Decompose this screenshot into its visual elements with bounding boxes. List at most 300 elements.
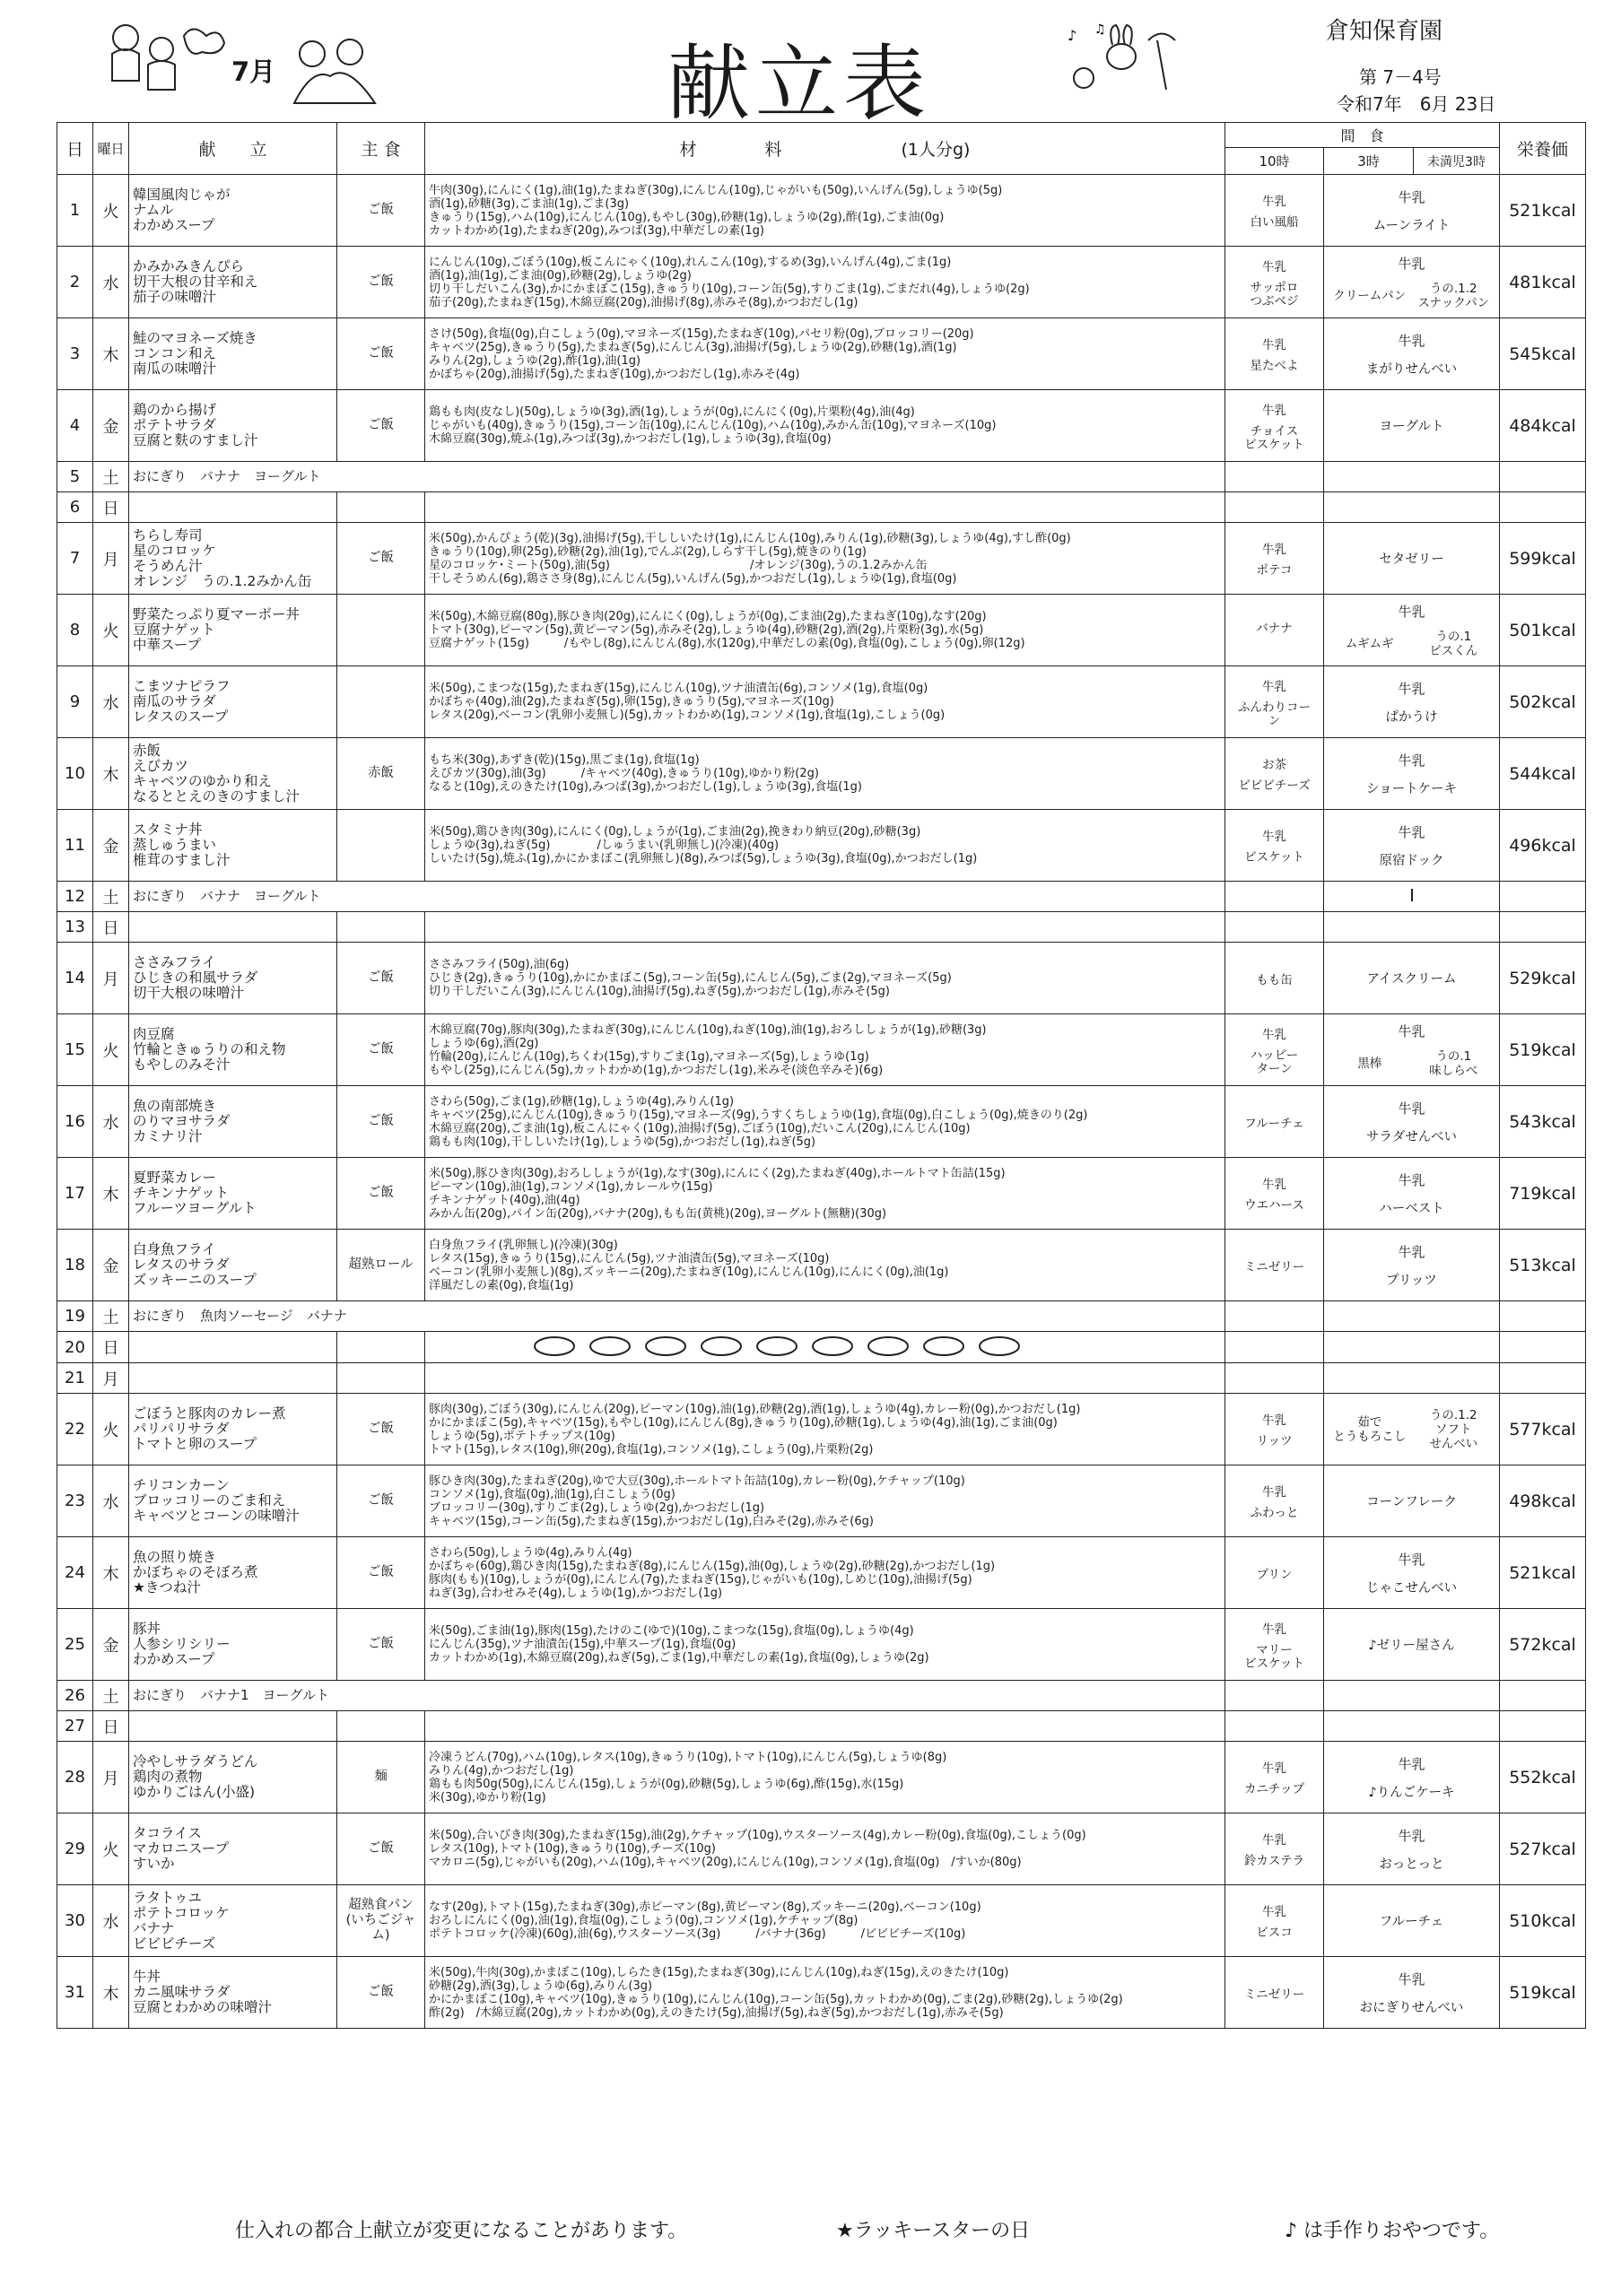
- menu-row: [57, 390, 1586, 462]
- staple-cell: ご飯: [337, 175, 425, 247]
- snack-3-drink: 牛乳: [1398, 752, 1425, 769]
- menu-row: [57, 318, 1586, 390]
- snack-3-cell: [1324, 1681, 1500, 1711]
- snack-10-drink: 牛乳: [1262, 195, 1286, 209]
- day-cell: 7: [57, 523, 93, 595]
- dish-cell: ちらし寿司 星のコロッケ そうめん汁 オレンジ うの.1.2みかん缶: [129, 523, 337, 595]
- snack-3-cell: [1324, 1086, 1500, 1158]
- menu-row: [57, 175, 1586, 247]
- weekday-cell: 木: [93, 1158, 129, 1230]
- dish-cell: 豚丼 人参シリシリー わかめスープ: [129, 1609, 337, 1681]
- snack-3-cell: [1324, 595, 1500, 666]
- staple-cell: ご飯: [337, 1465, 425, 1537]
- dish-cell: こまツナピラフ 南瓜のサラダ レタスのスープ: [129, 666, 337, 738]
- snack-3-cell: [1324, 1711, 1500, 1742]
- kcal-cell: 543kcal: [1500, 1086, 1586, 1158]
- kcal-cell: 552kcal: [1500, 1742, 1586, 1813]
- weekday-cell: 金: [93, 810, 129, 882]
- snack-10-drink: 牛乳: [1262, 1622, 1286, 1637]
- ingredients-cell: もち米(30g),あずき(乾)(15g),黒ごま(1g),食塩(1g) えびカツ(30g),油(3g) /キャベツ(40g),きゅうり(10g),ゆかり粉(2g) なると(10g),えのきたけ(10g),みつば(3g),かつおだし(1g),しょうゆ(3g),食塩(1g): [425, 738, 1225, 810]
- dish-cell: 魚の南部焼き のりマヨサラダ カミナリ汁: [129, 1086, 337, 1158]
- snack-10-drink: 牛乳: [1262, 679, 1286, 694]
- kcal-cell: [1500, 492, 1586, 523]
- snack-3-cell: [1324, 175, 1500, 247]
- snack-10-food: ウエハース: [1244, 1198, 1304, 1213]
- weekday-cell: 水: [93, 1465, 129, 1537]
- day-cell: 5: [57, 462, 93, 492]
- menu-row: [57, 1332, 1586, 1363]
- snack-3-cell: [1324, 1363, 1500, 1394]
- snack-10-cell: [1225, 1086, 1324, 1158]
- col-staple: 主 食: [337, 123, 425, 175]
- snack-3-main: 茹で とうもろこし: [1333, 1414, 1407, 1444]
- staple-cell: ご飯: [337, 1537, 425, 1609]
- special-menu-cell: おにぎり バナナ ヨーグルト: [129, 882, 1225, 912]
- weekday-cell: 日: [93, 1711, 129, 1742]
- day-cell: 17: [57, 1158, 93, 1230]
- ingredients-cell: にんじん(10g),ごぼう(10g),板こんにゃく(10g),れんこん(10g),するめ(3g),いんげん(4g),ごま(1g) 酒(1g),油(1g),ごま油(0g),砂糖(2g),しょうゆ(2g) 切り干しだいこん(3g),かにかまぼこ(15g),きゅうり(10g),コーン缶(5g),すりごま(1g),ごまだれ(4g),しょうゆ(2g) 茄子(20g),たまねぎ(15g),木綿豆腐(20g),油揚げ(8g),赤みそ(8g),かつおだし(1g): [425, 247, 1225, 318]
- footer-note-lucky: ★ラッキースターの日: [836, 2220, 1031, 2242]
- kcal-cell: 481kcal: [1500, 247, 1586, 318]
- menu-row: [57, 1230, 1586, 1301]
- staple-cell: ご飯: [337, 1086, 425, 1158]
- day-cell: 29: [57, 1813, 93, 1885]
- snack-3-cell: [1324, 523, 1500, 595]
- snack-3-cell: [1324, 943, 1500, 1014]
- ingredients-cell: 米(50g),ごま油(1g),豚肉(15g),たけのこ(ゆで)(10g),こまつな(15g),食塩(0g),しょうゆ(4g) にんじん(35g),ツナ油漬缶(15g),中華スープ(1g),食塩(0g) カットわかめ(1g),木綿豆腐(20g),ねぎ(5g),ごま(1g),中華だしの素(1g),食塩(0g),しょうゆ(2g): [425, 1609, 1225, 1681]
- snack-10-cell: [1225, 882, 1324, 912]
- staple-cell: 麺: [337, 1742, 425, 1813]
- snack-3-drink: 牛乳: [1398, 1551, 1425, 1568]
- ingredients-cell: さわら(50g),しょうゆ(4g),みりん(4g) かぼちゃ(60g),鶏ひき肉(15g),たまねぎ(8g),にんじん(15g),油(0g),しょうゆ(2g),砂糖(2g),かつおだし(1g) 豚肉(もも)(10g),しょうが(0g),にんじん(7g),たまねぎ(15g),じゃがいも(10g),しめじ(10g),油揚げ(5g) ねぎ(3g),合わせみそ(4g),しょうゆ(1g),かつおだし(1g): [425, 1537, 1225, 1609]
- col-ingredients: 材 料 (1人分g): [425, 123, 1225, 175]
- snack-10-drink: 牛乳: [1262, 259, 1286, 274]
- ingredients-cell: 白身魚フライ(乳卵無し)(冷凍)(30g) レタス(15g),きゅうり(15g),にんじん(5g),ツナ油漬缶(5g),マヨネーズ(10g) ベーコン(乳卵小麦無し)(8g),ズッキーニ(20g),たまねぎ(10g),にんじん(10g),にんにく(0g),油(1g) 洋風だしの素(0g),食塩(1g): [425, 1230, 1225, 1301]
- svg-text:♪: ♪: [1068, 27, 1077, 44]
- menu-row: [57, 1813, 1586, 1885]
- weekday-cell: 火: [93, 1014, 129, 1086]
- snack-10-cell: [1225, 1957, 1324, 2029]
- weekday-cell: 土: [93, 1301, 129, 1332]
- snack-3-food: 原宿ドック: [1379, 853, 1444, 868]
- snack-10-cell: [1225, 810, 1324, 882]
- snack-3-food: ハーベスト: [1379, 1201, 1444, 1216]
- day-cell: 22: [57, 1394, 93, 1465]
- snack-3-split: [1328, 630, 1495, 658]
- staple-cell: ご飯: [337, 390, 425, 462]
- dish-cell: 白身魚フライ レタスのサラダ ズッキーニのスープ: [129, 1230, 337, 1301]
- snack-10-cell: [1225, 462, 1324, 492]
- snack-10-food: 鈴カステラ: [1243, 1854, 1305, 1868]
- snack-10-cell: [1225, 738, 1324, 810]
- snack-3-drink: 牛乳: [1398, 1970, 1425, 1987]
- weekday-cell: 日: [93, 912, 129, 943]
- snack-10-cell: [1225, 1230, 1324, 1301]
- snack-10-food: 星たべよ: [1250, 359, 1299, 373]
- col-menu: 献 立: [129, 123, 337, 175]
- snack-10-food: ビスケット: [1244, 850, 1304, 865]
- ingredients-cell: [425, 1363, 1225, 1394]
- snack-10-cell: [1225, 1301, 1324, 1332]
- snack-3-cell: [1324, 1813, 1500, 1885]
- day-cell: 26: [57, 1681, 93, 1711]
- dish-cell: 魚の照り焼き かぼちゃのそぼろ煮 ★きつね汁: [129, 1537, 337, 1609]
- snack-3-food: フルーチェ: [1379, 1915, 1444, 1929]
- snack-10-drink: 牛乳: [1262, 543, 1286, 557]
- snack-3-cell: [1324, 1394, 1500, 1465]
- weekday-cell: 木: [93, 318, 129, 390]
- snack-3-food: サラダせんべい: [1365, 1129, 1458, 1144]
- kcal-cell: [1500, 1711, 1586, 1742]
- col-3pm-toddler: 未満児3時: [1414, 148, 1500, 175]
- animal-music-icon: [1059, 22, 1184, 108]
- snack-3-drink: 牛乳: [1398, 188, 1425, 205]
- special-menu-cell: おにぎり バナナ1 ヨーグルト: [129, 1681, 1225, 1711]
- snack-3-main: クリームパン: [1333, 289, 1407, 303]
- snack-10-text: プリン: [1256, 1567, 1293, 1582]
- snack-3-cell: [1324, 1158, 1500, 1230]
- menu-row: [57, 523, 1586, 595]
- staple-cell: [337, 1332, 425, 1363]
- snack-10-cell: [1225, 247, 1324, 318]
- ingredients-cell: 米(50g),合いびき肉(30g),たまねぎ(15g),油(2g),ケチャップ(10g),ウスターソース(4g),カレー粉(0g),食塩(0g),こしょう(0g) レタス(10g),トマト(10g),きゅうり(10g),チーズ(10g) マカロニ(5g),じゃがいも(20g),ハム(10g),キャベツ(20g),にんじん(10g),コンソメ(1g),食塩(0g) /すいか(80g): [425, 1813, 1225, 1885]
- weekday-cell: 月: [93, 943, 129, 1014]
- staple-cell: ご飯: [337, 247, 425, 318]
- kcal-cell: [1500, 1681, 1586, 1711]
- snack-10-drink: 牛乳: [1262, 830, 1286, 844]
- staple-cell: ご飯: [337, 1014, 425, 1086]
- day-cell: 6: [57, 492, 93, 523]
- menu-body: [57, 175, 1586, 2029]
- kcal-cell: 496kcal: [1500, 810, 1586, 882]
- snack-10-cell: [1225, 390, 1324, 462]
- dish-cell: 韓国風肉じゃが ナムル わかめスープ: [129, 175, 337, 247]
- kcal-cell: 577kcal: [1500, 1394, 1586, 1465]
- snack-10-cell: [1225, 1813, 1324, 1885]
- snack-10-cell: [1225, 666, 1324, 738]
- dish-cell: かみかみきんぴら 切干大根の甘辛和え 茄子の味噌汁: [129, 247, 337, 318]
- snack-10-cell: [1225, 943, 1324, 1014]
- col-snack: 間 食: [1225, 123, 1500, 148]
- weekday-cell: 木: [93, 1957, 129, 2029]
- weekday-cell: 月: [93, 523, 129, 595]
- kcal-cell: 513kcal: [1500, 1230, 1586, 1301]
- ingredients-cell: 牛肉(30g),にんにく(1g),油(1g),たまねぎ(30g),にんじん(10g),じゃがいも(50g),いんげん(5g),しょうゆ(5g) 酒(1g),砂糖(3g),ごま油(1g),ごま(3g) きゅうり(15g),ハム(10g),にんじん(10g),もやし(30g),砂糖(1g),しょうゆ(2g),酢(1g),ごま油(0g) カットわかめ(1g),たまねぎ(20g),みつば(3g),中華だしの素(1g): [425, 175, 1225, 247]
- day-cell: 23: [57, 1465, 93, 1537]
- snack-10-cell: [1225, 1711, 1324, 1742]
- ingredients-cell: さわら(50g),ごま(1g),砂糖(1g),しょうゆ(4g),みりん(1g) キャベツ(25g),にんじん(10g),きゅうり(15g),マヨネーズ(9g),うすくちしょうゆ(1g),食塩(0g),白こしょう(0g),焼きのり(2g) 木綿豆腐(20g),ごま油(1g),板こんにゃく(10g),油揚げ(5g),ごぼう(10g),だいこん(20g),にんじん(10g) 鶏もも肉(10g),干ししいたけ(1g),しょうゆ(5g),かつおだし(1g),ねぎ(5g): [425, 1086, 1225, 1158]
- snack-10-drink: 牛乳: [1262, 1413, 1286, 1428]
- divider-tick: [1411, 889, 1413, 901]
- weekday-cell: 土: [93, 462, 129, 492]
- ingredients-cell: 鶏もも肉(皮なし)(50g),しょうゆ(3g),酒(1g),しょうが(0g),にんにく(0g),片栗粉(4g),油(4g) じゃがいも(40g),きゅうり(15g),コーン缶(10g),にんじん(10g),ハム(10g),みかん缶(10g),マヨネーズ(10g) 木綿豆腐(30g),焼ふ(1g),みつば(3g),かつおだし(1g),しょうゆ(3g),食塩(0g): [425, 390, 1225, 462]
- snack-10-food: ビスコ: [1256, 1926, 1293, 1940]
- ingredients-cell: 米(50g),こまつな(15g),たまねぎ(15g),にんじん(10g),ツナ油漬缶(6g),コンソメ(1g),食塩(0g) かぼちゃ(40g),油(2g),たまねぎ(5g),卵(15g),きゅうり(5g),マヨネーズ(10g) レタス(20g),ベーコン(乳卵小麦無し)(5g),カットわかめ(1g),コンソメ(1g),食塩(1g),こしょう(0g): [425, 666, 1225, 738]
- kids-picnic-icon: [285, 27, 384, 108]
- day-cell: 20: [57, 1332, 93, 1363]
- staple-cell: 超熟食パン (いちごジャ ム): [337, 1885, 425, 1957]
- ingredients-cell: 豚ひき肉(30g),たまねぎ(20g),ゆで大豆(30g),ホールトマト缶詰(10g),カレー粉(0g),ケチャップ(10g) コンソメ(1g),食塩(0g),油(1g),白こしょう(0g) ブロッコリー(30g),すりごま(2g),しょうゆ(2g),かつおだし(1g) キャベツ(15g),コーン缶(5g),たまねぎ(15g),かつおだし(1g),白みそ(2g),赤みそ(6g): [425, 1465, 1225, 1537]
- day-cell: 25: [57, 1609, 93, 1681]
- menu-row: [57, 1742, 1586, 1813]
- menu-row: [57, 1086, 1586, 1158]
- snack-10-food: サッポロ つぶベジ: [1250, 280, 1299, 309]
- snack-3-drink: 牛乳: [1398, 1755, 1425, 1772]
- snack-3-food: ぱかうけ: [1385, 709, 1438, 725]
- snack-3-cell: [1324, 390, 1500, 462]
- snack-10-cell: [1225, 1363, 1324, 1394]
- menu-row: [57, 738, 1586, 810]
- snack-3-drink: 牛乳: [1398, 1827, 1425, 1844]
- col-10am: 10時: [1225, 148, 1324, 175]
- dish-cell: 冷やしサラダうどん 鶏肉の煮物 ゆかりごはん(小盛): [129, 1742, 337, 1813]
- menu-row: [57, 1885, 1586, 1957]
- staple-cell: ご飯: [337, 1609, 425, 1681]
- snack-3-cell: [1324, 666, 1500, 738]
- menu-row: [57, 1711, 1586, 1742]
- snack-10-text: ミニゼリー: [1243, 1987, 1305, 2002]
- weekday-cell: 水: [93, 666, 129, 738]
- snack-10-drink: 牛乳: [1262, 1833, 1286, 1848]
- dish-cell: 鶏のから揚げ ポテトサラダ 豆腐と麩のすまし汁: [129, 390, 337, 462]
- children-doodle-icon: [103, 18, 229, 99]
- col-day: 日: [57, 123, 93, 175]
- weekday-cell: 木: [93, 1537, 129, 1609]
- menu-row: [57, 810, 1586, 882]
- vegetables-decoration-icon: [527, 1332, 1084, 1359]
- kcal-cell: 521kcal: [1500, 175, 1586, 247]
- snack-10-cell: [1225, 1742, 1324, 1813]
- snack-3-cell: [1324, 462, 1500, 492]
- snack-10-cell: [1225, 318, 1324, 390]
- menu-row: [57, 1537, 1586, 1609]
- snack-3-drink: 牛乳: [1398, 1100, 1425, 1117]
- snack-3-drink: 牛乳: [1398, 680, 1425, 697]
- day-cell: 21: [57, 1363, 93, 1394]
- menu-row: [57, 247, 1586, 318]
- snack-10-food: カニチップ: [1243, 1782, 1305, 1796]
- day-cell: 16: [57, 1086, 93, 1158]
- day-cell: 28: [57, 1742, 93, 1813]
- ingredients-cell: ささみフライ(50g),油(6g) ひじき(2g),きゅうり(10g),かにかまぼこ(5g),コーン缶(5g),にんじん(5g),ごま(2g),マヨネーズ(5g) 切り干しだいこん(3g),にんじん(10g),油揚げ(5g),ねぎ(5g),かつおだし(1g),赤みそ(5g): [425, 943, 1225, 1014]
- menu-row: [57, 1394, 1586, 1465]
- day-cell: 8: [57, 595, 93, 666]
- kcal-cell: [1500, 912, 1586, 943]
- staple-cell: [337, 595, 425, 666]
- dish-cell: 夏野菜カレー チキンナゲット フルーツヨーグルト: [129, 1158, 337, 1230]
- menu-row: [57, 595, 1586, 666]
- snack-3-cell: [1324, 1885, 1500, 1957]
- snack-10-drink: 牛乳: [1262, 1178, 1286, 1192]
- day-cell: 9: [57, 666, 93, 738]
- special-menu-cell: おにぎり バナナ ヨーグルト: [129, 462, 1225, 492]
- weekday-cell: 金: [93, 1609, 129, 1681]
- kcal-cell: [1500, 462, 1586, 492]
- ingredients-cell: 米(50g),かんぴょう(乾)(3g),油揚げ(5g),干ししいたけ(1g),にんじん(10g),みりん(1g),砂糖(3g),しょうゆ(4g),すし酢(0g) きゅうり(10g),卵(25g),砂糖(2g),油(1g),でんぶ(2g),しらす干し(5g),焼きのり(1g) 星のコロッケ･ミート(50g),油(5g) /オレンジ(30g),うの.1.2みかん缶 干しそうめん(6g),鶏ささ身(8g),にんじん(5g),いんげん(5g),かつおだし(1g),しょうゆ(1g),食塩(0g): [425, 523, 1225, 595]
- dish-cell: [129, 1363, 337, 1394]
- kcal-cell: [1500, 1363, 1586, 1394]
- footer-note-handmade: ♪ は手作りおやつです。: [1285, 2220, 1500, 2242]
- kcal-cell: 529kcal: [1500, 943, 1586, 1014]
- page-header: [0, 0, 1621, 132]
- snack-3-cell: [1324, 1537, 1500, 1609]
- snack-10-cell: [1225, 523, 1324, 595]
- weekday-cell: 金: [93, 390, 129, 462]
- snack-3-food: おっとっと: [1379, 1857, 1444, 1872]
- menu-row: [57, 912, 1586, 943]
- dish-cell: [129, 912, 337, 943]
- snack-3-drink: 牛乳: [1398, 604, 1425, 620]
- snack-10-food: ビビビチーズ: [1238, 778, 1311, 793]
- day-cell: 11: [57, 810, 93, 882]
- snack-3-drink: 牛乳: [1398, 1243, 1425, 1260]
- weekday-cell: 木: [93, 738, 129, 810]
- weekday-cell: 月: [93, 1363, 129, 1394]
- snack-3-food: ♪りんごケーキ: [1368, 1785, 1455, 1800]
- snack-10-cell: [1225, 1885, 1324, 1957]
- staple-cell: [337, 810, 425, 882]
- snack-10-food: マリー ビスケット: [1244, 1642, 1304, 1671]
- ingredients-cell: 米(50g),鶏ひき肉(30g),にんにく(0g),しょうが(1g),ごま油(2g),挽きわり納豆(20g),砂糖(3g) しょうゆ(3g),ねぎ(5g) /しゅうまい(乳卵無し)(冷凍)(40g) しいたけ(5g),焼ふ(1g),かにかまぼこ(乳卵無し)(8g),みつば(5g),しょうゆ(3g),食塩(0g),かつおだし(1g): [425, 810, 1225, 882]
- snack-3-food: コーンフレーク: [1366, 1495, 1457, 1509]
- snack-10-cell: [1225, 1537, 1324, 1609]
- weekday-cell: 水: [93, 1086, 129, 1158]
- snack-3-food: ムーンライト: [1373, 218, 1451, 233]
- weekday-cell: 土: [93, 882, 129, 912]
- snack-3-food: ♪ゼリー屋さん: [1368, 1639, 1455, 1653]
- snack-3-cell: [1324, 1957, 1500, 2029]
- snack-10-cell: [1225, 595, 1324, 666]
- snack-3-food: ショートケーキ: [1366, 781, 1457, 796]
- snack-3-split: [1328, 282, 1495, 310]
- snack-10-cell: [1225, 175, 1324, 247]
- snack-10-cell: [1225, 1681, 1324, 1711]
- menu-row: [57, 492, 1586, 523]
- svg-text:♫: ♫: [1094, 22, 1106, 37]
- snack-3-cell: [1324, 912, 1500, 943]
- day-cell: 31: [57, 1957, 93, 2029]
- day-cell: 30: [57, 1885, 93, 1957]
- staple-cell: [337, 492, 425, 523]
- kcal-cell: [1500, 1332, 1586, 1363]
- month-label: 7月: [231, 57, 276, 87]
- day-cell: 12: [57, 882, 93, 912]
- menu-row: [57, 462, 1586, 492]
- dish-cell: 赤飯 えびカツ キャベツのゆかり和え なるととえのきのすまし汁: [129, 738, 337, 810]
- day-cell: 2: [57, 247, 93, 318]
- col-weekday: 曜日: [93, 123, 129, 175]
- snack-3-cell: [1324, 1301, 1500, 1332]
- kcal-cell: 519kcal: [1500, 1014, 1586, 1086]
- kcal-cell: 719kcal: [1500, 1158, 1586, 1230]
- day-cell: 18: [57, 1230, 93, 1301]
- dish-cell: [129, 1711, 337, 1742]
- snack-3-cell: [1324, 492, 1500, 523]
- snack-10-food: チョイス ビスケット: [1244, 423, 1304, 452]
- weekday-cell: 日: [93, 1332, 129, 1363]
- snack-10-drink: 牛乳: [1262, 1905, 1286, 1919]
- menu-row: [57, 943, 1586, 1014]
- snack-3-cell: [1324, 1332, 1500, 1363]
- snack-3-food: ヨーグルト: [1379, 420, 1444, 434]
- day-cell: 13: [57, 912, 93, 943]
- ingredients-cell: 米(50g),牛肉(30g),かまぼこ(10g),しらたき(15g),たまねぎ(30g),にんじん(10g),ねぎ(15g),えのきたけ(10g) 砂糖(2g),酒(3g),しょうゆ(6g),みりん(3g) かにかまぼこ(10g),キャベツ(10g),きゅうり(10g),にんじん(10g),コーン缶(5g),カットわかめ(0g),ごま(2g),砂糖(2g),しょうゆ(2g) 酢(2g) /木綿豆腐(20g),カットわかめ(0g),えのきたけ(5g),油揚げ(5g),ねぎ(5g),かつおだし(1g),赤みそ(5g): [425, 1957, 1225, 2029]
- kcal-cell: 527kcal: [1500, 1813, 1586, 1885]
- weekday-cell: 火: [93, 1394, 129, 1465]
- dish-cell: スタミナ丼 蒸しゅうまい 椎茸のすまし汁: [129, 810, 337, 882]
- staple-cell: ご飯: [337, 318, 425, 390]
- page-title: 献立表: [667, 36, 932, 132]
- kcal-cell: 498kcal: [1500, 1465, 1586, 1537]
- snack-10-food: ポテコ: [1256, 563, 1293, 578]
- ingredients-cell: 冷凍うどん(70g),ハム(10g),レタス(10g),きゅうり(10g),トマト(10g),にんじん(5g),しょうゆ(8g) みりん(4g),かつおだし(1g) 鶏もも肉50g(50g),にんじん(15g),しょうが(0g),砂糖(5g),しょうゆ(6g),酢(15g),水(15g) 米(30g),ゆかり粉(1g): [425, 1742, 1225, 1813]
- snack-10-food: ハッピー ターン: [1250, 1048, 1299, 1076]
- kcal-cell: 484kcal: [1500, 390, 1586, 462]
- staple-cell: [337, 912, 425, 943]
- snack-3-drink: 牛乳: [1398, 256, 1425, 272]
- snack-10-cell: [1225, 912, 1324, 943]
- day-cell: 10: [57, 738, 93, 810]
- day-cell: 24: [57, 1537, 93, 1609]
- snack-10-text: ミニゼリー: [1243, 1259, 1305, 1274]
- weekday-cell: 金: [93, 1230, 129, 1301]
- snack-10-food: 白い風船: [1250, 215, 1299, 230]
- snack-10-drink: 牛乳: [1262, 1027, 1286, 1042]
- snack-10-cell: [1225, 1465, 1324, 1537]
- snack-3-food: プリッツ: [1386, 1273, 1437, 1288]
- snack-10-cell: [1225, 492, 1324, 523]
- dish-cell: ささみフライ ひじきの和風サラダ 切干大根の味噌汁: [129, 943, 337, 1014]
- snack-3-split: [1328, 1408, 1495, 1451]
- ingredients-cell: 米(50g),木綿豆腐(80g),豚ひき肉(20g),にんにく(0g),しょうが(0g),ごま油(2g),たまねぎ(10g),なす(20g) トマト(30g),ピーマン(5g),黄ピーマン(5g),赤みそ(2g),しょうゆ(4g),砂糖(2g),酒(2g),片栗粉(3g),水(5g) 豆腐ナゲット(15g) /もやし(8g),にんじん(8g),水(120g),中華だしの素(0g),食塩(0g),こしょう(0g),卵(12g): [425, 595, 1225, 666]
- issue-number: 第 7－4号: [1359, 66, 1442, 88]
- snack-3-cell: [1324, 882, 1500, 912]
- kcal-cell: 519kcal: [1500, 1957, 1586, 2029]
- footer-note-change: 仕入れの都合上献立が変更になることがあります。: [235, 2220, 688, 2242]
- snack-3-drink: 牛乳: [1398, 823, 1425, 840]
- snack-3-toddler: うの.1 ビスくん: [1429, 630, 1478, 658]
- weekday-cell: 火: [93, 175, 129, 247]
- staple-cell: [337, 1711, 425, 1742]
- snack-3-split: [1328, 1049, 1495, 1078]
- snack-3-cell: [1324, 738, 1500, 810]
- snack-10-drink: バナナ: [1256, 621, 1293, 636]
- snack-3-cell: [1324, 1230, 1500, 1301]
- day-cell: 15: [57, 1014, 93, 1086]
- menu-row: [57, 1957, 1586, 2029]
- snack-10-drink: 牛乳: [1262, 403, 1286, 418]
- snack-3-cell: [1324, 1465, 1500, 1537]
- dish-cell: チリコンカーン ブロッコリーのごま和え キャベツとコーンの味噌汁: [129, 1465, 337, 1537]
- day-cell: 14: [57, 943, 93, 1014]
- menu-row: [57, 882, 1586, 912]
- menu-row: [57, 1465, 1586, 1537]
- staple-cell: ご飯: [337, 523, 425, 595]
- snack-3-drink: 牛乳: [1398, 332, 1425, 349]
- ingredients-cell: なす(20g),トマト(15g),たまねぎ(30g),赤ピーマン(8g),黄ピーマン(8g),ズッキーニ(20g),ベーコン(10g) おろしにんにく(0g),油(1g),食塩(0g),こしょう(0g),コンソメ(1g),ケチャップ(8g) ポテトコロッケ(冷凍)(60g),油(6g),ウスターソース(3g) /バナナ(36g) /ビビビチーズ(10g): [425, 1885, 1225, 1957]
- kcal-cell: 510kcal: [1500, 1885, 1586, 1957]
- staple-cell: 超熟ロール: [337, 1230, 425, 1301]
- snack-10-drink: 牛乳: [1262, 1761, 1286, 1776]
- ingredients-cell: 豚肉(30g),ごぼう(30g),にんじん(20g),ピーマン(10g),油(1g),砂糖(2g),酒(1g),しょうゆ(4g),カレー粉(0g),かつおだし(1g) かにかまぼこ(5g),キャベツ(15g),もやし(10g),にんじん(8g),きゅうり(10g),砂糖(1g),しょうゆ(4g),油(1g),ごま油(0g) しょうゆ(5g),ポテトチップス(10g) トマト(15g),レタス(10g),卵(20g),食塩(1g),コンソメ(1g),こしょう(0g),片栗粉(2g): [425, 1394, 1225, 1465]
- snack-3-toddler: うの.1.2 ソフト せんべい: [1429, 1407, 1478, 1451]
- weekday-cell: 月: [93, 1742, 129, 1813]
- snack-10-drink: 牛乳: [1262, 1485, 1286, 1500]
- dish-cell: 牛丼 カニ風味サラダ 豆腐とわかめの味噌汁: [129, 1957, 337, 2029]
- weekday-cell: 火: [93, 595, 129, 666]
- snack-10-food: ふんわりコー ン: [1238, 700, 1311, 728]
- weekday-cell: 水: [93, 247, 129, 318]
